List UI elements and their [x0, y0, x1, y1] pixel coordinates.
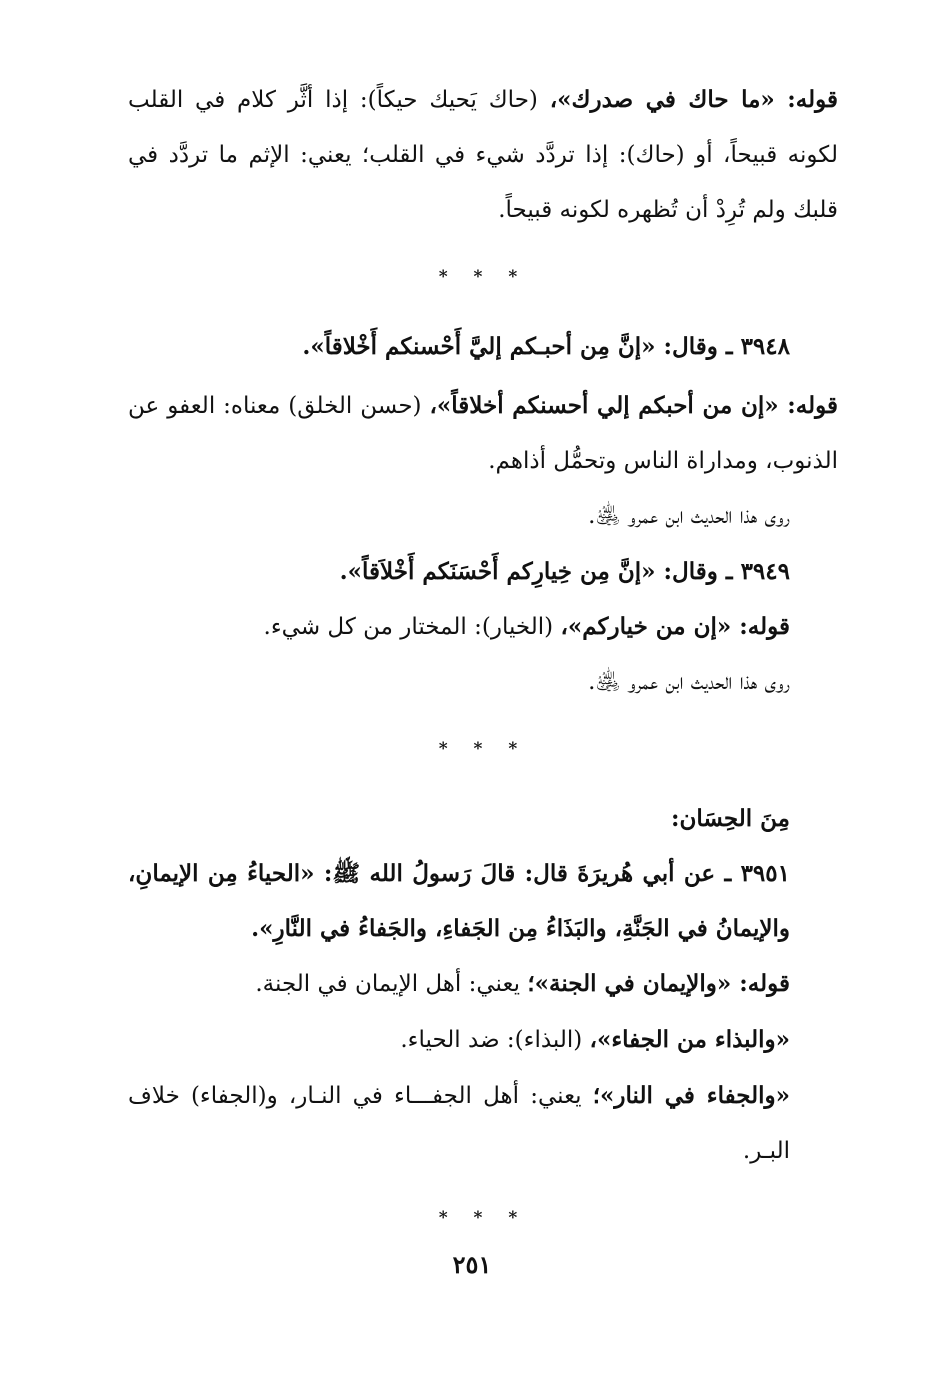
narration-note-2: روى هذا الحديث ابن عمرو ﵁.	[588, 669, 790, 695]
quote-lead: قوله: «إن من أحبكم إلي أحسنكم أخلاقاً»،	[429, 392, 838, 419]
paragraph-text: يعني: أهل الإيمان في الجنة.	[255, 971, 528, 997]
section-divider: * * *	[438, 1208, 528, 1228]
paragraph-text: (حاك يَحيك حيكاً): إذا أثَّر كلام في القلب لكونه قبيحاً، أو (حاك): إذا تردَّد شيء في القلب؛ يعني: الإثم ما تردَّد في قلبك ولم تُرِدْ أن تُظهره لكونه قبيحاً.	[128, 87, 838, 223]
hadith-3951: ٣٩٥١ ـ عن أبي هُريرَةَ قال: قالَ رَسولُ الله ﷺ: «الحياءُ مِن الإيمانِ، والإيمانُ في الجَنَّةِ، والبَذَاءُ مِن الجَفاءِ، والجَفاءُ في النَّارِ».	[128, 860, 790, 942]
narration-note-1: روى هذا الحديث ابن عمرو ﵁.	[588, 503, 790, 529]
section-divider: * * *	[438, 267, 528, 287]
quote-lead: قوله: «والإيمان في الجنة»؛	[527, 970, 790, 997]
paragraph-text: (البذاء): ضد الحياء.	[400, 1027, 590, 1053]
page-body	[128, 72, 838, 1260]
quote-lead: قوله: «إن من خياركم»،	[560, 613, 790, 640]
paragraph-text: (الخيار): المختار من كل شيء.	[263, 614, 561, 640]
quote-lead: قوله: «ما حاك في صدرك»،	[549, 86, 839, 113]
quote-lead: «والبذاء من الجفاء»،	[589, 1026, 790, 1053]
paragraph-commentary-hak	[128, 72, 838, 238]
paragraph-commentary-3949	[128, 599, 838, 655]
paragraph-commentary-3948	[128, 378, 838, 489]
hadith-3948: ٣٩٤٨ ـ وقال: «إنَّ مِن أحبـكم إليَّ أَحْسنكم أَخْلاقاً».	[302, 333, 790, 360]
paragraph-commentary-3951-c	[128, 1068, 838, 1179]
hadith-3949: ٣٩٤٩ ـ وقال: «إنَّ مِن خِيارِكم أَحْسَنَكم أَخْلاَقاً».	[339, 558, 790, 585]
paragraph-commentary-3951-b	[128, 1012, 838, 1068]
paragraph-text: (حسن الخلق) معناه: العفو عن الذنوب، ومداراة الناس وتحمُّل أذاهم.	[128, 393, 838, 474]
section-heading: مِنَ الحِسَان:	[671, 805, 790, 832]
section-divider: * * *	[438, 739, 528, 759]
paragraph-text: يعني: أهل الجفـــاء في النـار، و(الجفاء) خلاف البـر.	[128, 1083, 790, 1164]
paragraph-commentary-3951-a	[128, 956, 838, 1012]
page-number: ٢٥١	[452, 1250, 492, 1279]
quote-lead: «والجفاء في النار»؛	[592, 1082, 790, 1109]
